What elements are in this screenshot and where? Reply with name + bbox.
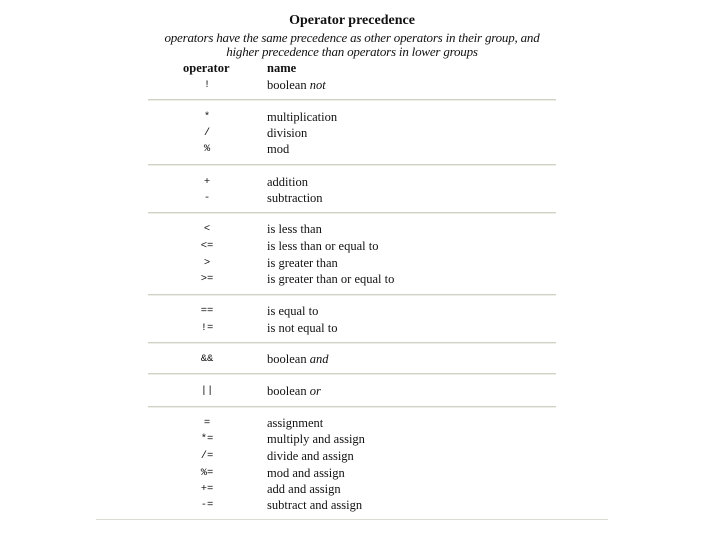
operator-symbol: +	[203, 176, 211, 188]
operator-symbol: /=	[200, 450, 214, 462]
operator-symbol: %	[203, 143, 211, 155]
page-subtitle: operators have the same precedence as other operators in their group, and higher precedence than operators in lower groups	[164, 30, 540, 59]
group-separator	[148, 164, 556, 166]
operator-symbol: *=	[200, 433, 214, 445]
operator-symbol: <	[203, 223, 211, 235]
group-separator	[148, 406, 556, 408]
operator-name: add and assign	[267, 482, 341, 496]
operator-symbol: &&	[200, 353, 214, 365]
operator-name: assignment	[267, 416, 324, 430]
operator-name: boolean not	[267, 78, 326, 92]
group-separator	[148, 212, 556, 214]
operator-symbol: =	[203, 417, 211, 429]
operator-symbol: !=	[200, 322, 214, 334]
page-bottom-rule	[96, 519, 608, 520]
operator-name: is less than or equal to	[267, 239, 379, 253]
operator-name: subtraction	[267, 191, 323, 205]
operator-name: mod and assign	[267, 466, 345, 480]
column-header-name: name	[267, 61, 297, 75]
operator-name: boolean and	[267, 352, 329, 366]
operator-name: is greater than	[267, 256, 338, 270]
operator-symbol: >=	[200, 273, 214, 285]
group-separator	[148, 373, 556, 375]
operator-symbol: ||	[200, 385, 214, 397]
operator-name: mod	[267, 142, 290, 156]
operator-name: subtract and assign	[267, 498, 363, 512]
operator-symbol: !	[203, 79, 211, 91]
operator-name: is not equal to	[267, 321, 338, 335]
operator-symbol: -=	[200, 499, 214, 511]
group-separator	[148, 294, 556, 296]
operator-symbol: +=	[200, 483, 214, 495]
operator-name: multiplication	[267, 110, 338, 124]
page-title: Operator precedence	[289, 13, 415, 28]
operator-name: is greater than or equal to	[267, 272, 395, 286]
column-header-operator: operator	[183, 61, 230, 75]
operator-symbol: -	[203, 192, 211, 204]
group-separator	[148, 342, 556, 344]
operator-name: divide and assign	[267, 449, 354, 463]
operator-symbol: %=	[200, 467, 214, 479]
group-separator	[148, 99, 556, 101]
operator-name: is equal to	[267, 304, 319, 318]
operator-symbol: >	[203, 257, 211, 269]
operator-symbol: <=	[200, 240, 214, 252]
operator-name: boolean or	[267, 384, 321, 398]
operator-name: multiply and assign	[267, 432, 365, 446]
operator-name: addition	[267, 175, 308, 189]
operator-symbol: *	[203, 111, 211, 123]
operator-symbol: /	[203, 127, 211, 139]
operator-symbol: ==	[200, 305, 214, 317]
operator-name: is less than	[267, 222, 322, 236]
operator-name: division	[267, 126, 308, 140]
